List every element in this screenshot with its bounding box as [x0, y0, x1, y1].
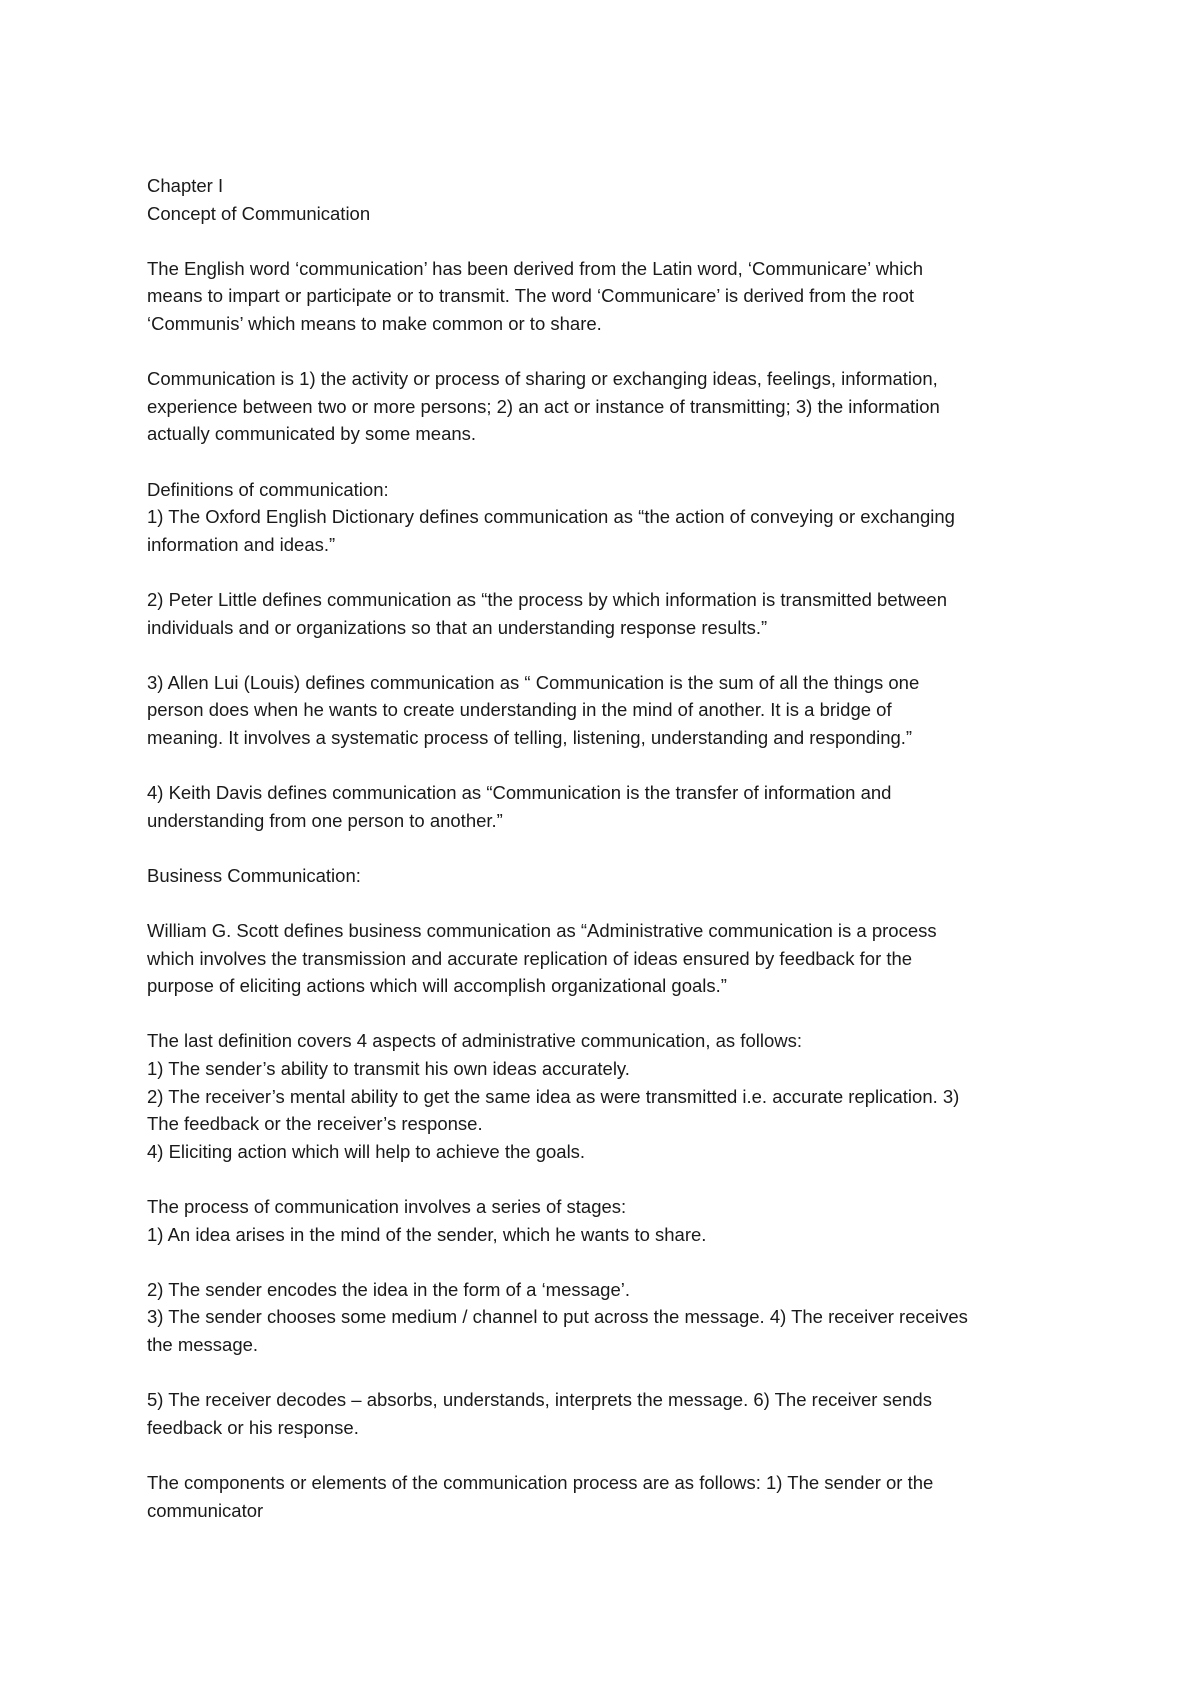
- paragraph: [147, 862, 1067, 890]
- paragraph-gap: [147, 1165, 1067, 1193]
- text-line: the message.: [147, 1333, 259, 1355]
- text-line: information and ideas.”: [147, 533, 336, 555]
- paragraph: [147, 255, 1067, 338]
- text-line: understanding from one person to another.”: [147, 809, 503, 831]
- paragraph-gap: [147, 641, 1067, 669]
- paragraph: [147, 1386, 1067, 1441]
- paragraph: [147, 1027, 1067, 1165]
- text-line: meaning. It involves a systematic process of telling, listening, understanding and responding.”: [147, 726, 913, 748]
- document-body: [147, 172, 1067, 1524]
- paragraph-gap: [147, 227, 1067, 255]
- text-line: William G. Scott defines business communication as “Administrative communication is a process: [147, 920, 937, 942]
- text-line: 2) The sender encodes the idea in the form of a ‘message’.: [147, 1278, 630, 1300]
- text-line: The components or elements of the communication process are as follows: 1) The sender or the: [147, 1471, 934, 1493]
- paragraph-gap: [147, 1441, 1067, 1469]
- paragraph: [147, 1193, 1067, 1248]
- text-line: The last definition covers 4 aspects of administrative communication, as follows:: [147, 1030, 802, 1052]
- text-line: Concept of Communication: [147, 202, 371, 224]
- paragraph: [147, 1276, 1067, 1359]
- text-line: experience between two or more persons; 2) an act or instance of transmitting; 3) the information: [147, 395, 940, 417]
- text-line: 3) The sender chooses some medium / channel to put across the message. 4) The receiver receives: [147, 1306, 968, 1328]
- paragraph-gap: [147, 889, 1067, 917]
- text-line: means to impart or participate or to transmit. The word ‘Communicare’ is derived from the root: [147, 285, 915, 307]
- paragraph-gap: [147, 1359, 1067, 1387]
- text-line: person does when he wants to create understanding in the mind of another. It is a bridge of: [147, 699, 892, 721]
- text-line: feedback or his response.: [147, 1416, 359, 1438]
- text-line: 3) Allen Lui (Louis) defines communication as “ Communication is the sum of all the things one: [147, 671, 920, 693]
- text-line: 1) The Oxford English Dictionary defines communication as “the action of conveying or exchanging: [147, 506, 955, 528]
- paragraph-gap: [147, 751, 1067, 779]
- paragraph: [147, 1469, 1067, 1524]
- paragraph: [147, 586, 1067, 641]
- paragraph-gap: [147, 338, 1067, 366]
- text-line: which involves the transmission and accurate replication of ideas ensured by feedback for the: [147, 947, 913, 969]
- text-line: purpose of eliciting actions which will accomplish organizational goals.”: [147, 975, 727, 997]
- text-line: Chapter I: [147, 175, 224, 196]
- paragraph-gap: [147, 448, 1067, 476]
- text-line: ‘Communis’ which means to make common or to share.: [147, 312, 602, 334]
- text-line: communicator: [147, 1499, 264, 1521]
- paragraph: [147, 917, 1067, 1000]
- paragraph: [147, 476, 1067, 559]
- text-line: Business Communication:: [147, 864, 361, 886]
- paragraph-gap: [147, 1248, 1067, 1276]
- text-line: 4) Keith Davis defines communication as “Communication is the transfer of information and: [147, 782, 892, 804]
- paragraph-gap: [147, 1000, 1067, 1028]
- paragraph: [147, 779, 1067, 834]
- text-line: 1) An idea arises in the mind of the sender, which he wants to share.: [147, 1223, 707, 1245]
- text-line: 2) The receiver’s mental ability to get the same idea as were transmitted i.e. accurate replication. 3): [147, 1085, 960, 1107]
- text-line: actually communicated by some means.: [147, 423, 477, 445]
- text-line: The feedback or the receiver’s response.: [147, 1113, 483, 1135]
- text-line: individuals and or organizations so that an understanding response results.”: [147, 616, 768, 638]
- text-line: 4) Eliciting action which will help to achieve the goals.: [147, 1140, 586, 1162]
- text-line: Communication is 1) the activity or process of sharing or exchanging ideas, feelings, information,: [147, 368, 938, 390]
- text-line: The English word ‘communication’ has been derived from the Latin word, ‘Communicare’ which: [147, 257, 923, 279]
- paragraph: [147, 365, 1067, 448]
- chapter-heading: [147, 172, 1067, 227]
- text-line: 5) The receiver decodes – absorbs, understands, interprets the message. 6) The receiver sends: [147, 1389, 932, 1411]
- paragraph-gap: [147, 834, 1067, 862]
- text-line: Definitions of communication:: [147, 478, 389, 500]
- text-line: 2) Peter Little defines communication as “the process by which information is transmitted between: [147, 588, 947, 610]
- text-line: 1) The sender’s ability to transmit his own ideas accurately.: [147, 1058, 630, 1079]
- text-line: The process of communication involves a series of stages:: [147, 1195, 627, 1217]
- paragraph-gap: [147, 558, 1067, 586]
- paragraph: [147, 669, 1067, 752]
